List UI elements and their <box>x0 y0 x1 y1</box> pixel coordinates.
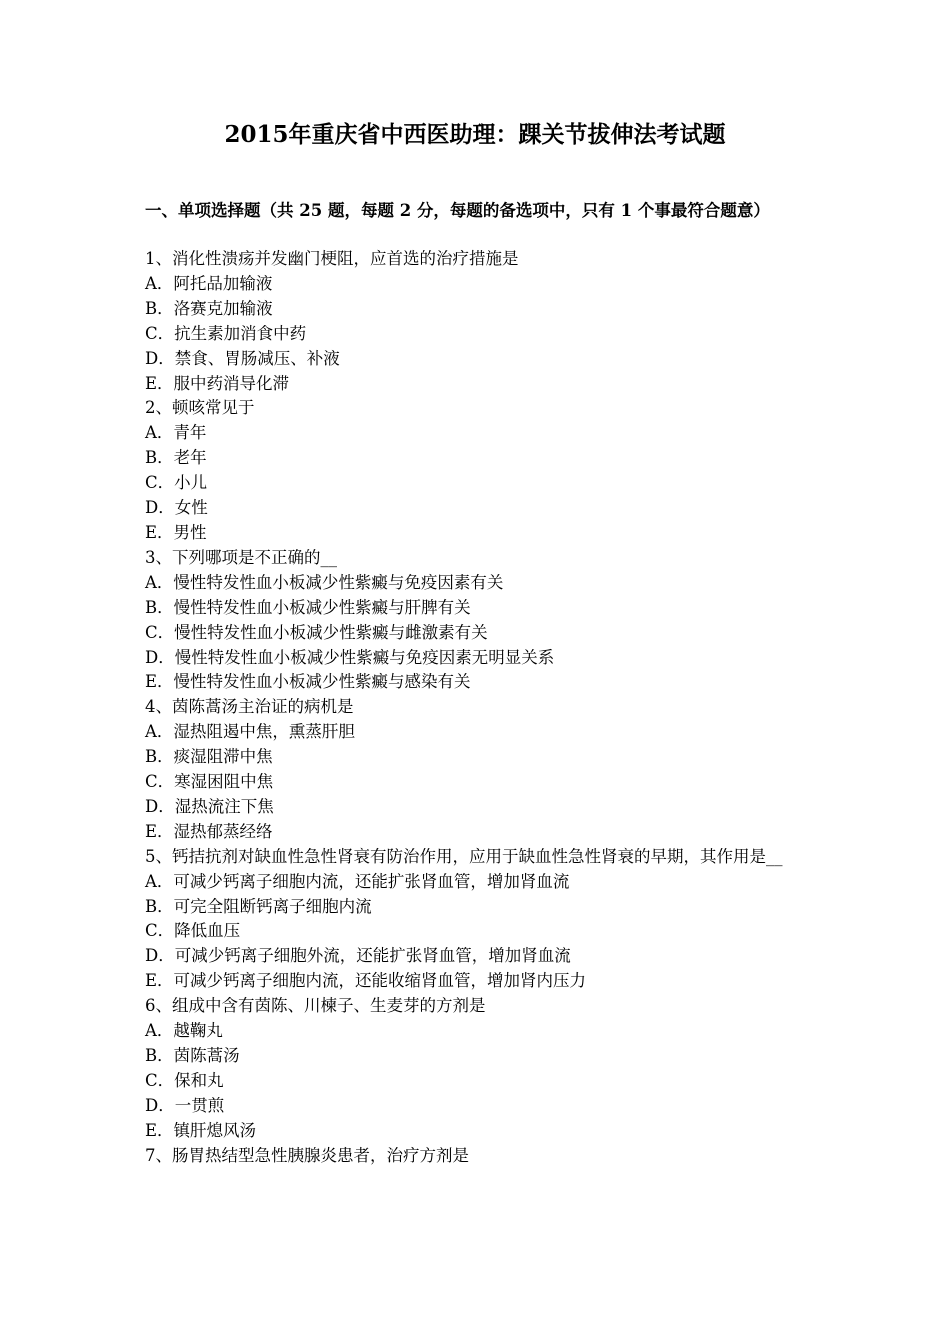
answer-option: E．镇肝熄风汤 <box>145 1120 257 1140</box>
answer-option: D．慢性特发性血小板减少性紫癜与免疫因素无明显关系 <box>145 647 555 667</box>
answer-option: A．阿托品加输液 <box>145 273 273 293</box>
answer-option: B．痰湿阻滞中焦 <box>145 747 273 767</box>
question-stem: 7、肠胃热结型急性胰腺炎患者，治疗方剂是 <box>145 1145 469 1165</box>
answer-option: E．服中药消导化滞 <box>145 373 290 393</box>
answer-option: D．一贯煎 <box>145 1095 225 1115</box>
question-item <box>145 1144 815 1169</box>
answer-option: C．慢性特发性血小板减少性紫癜与雌激素有关 <box>145 622 488 642</box>
answer-option: A．湿热阻遏中焦，熏蒸肝胆 <box>145 722 355 742</box>
answer-option: A．青年 <box>145 423 207 443</box>
question-stem: 6、组成中含有茵陈、川楝子、生麦芽的方剂是 <box>145 996 486 1016</box>
answer-option: A．越鞠丸 <box>145 1021 223 1041</box>
question-list <box>145 247 815 1169</box>
answer-option: E．可减少钙离子细胞内流，还能收缩肾血管，增加肾内压力 <box>145 971 587 991</box>
answer-option: C．寒湿困阻中焦 <box>145 772 274 792</box>
answer-option: A．可减少钙离子细胞内流，还能扩张肾血管，增加肾血流 <box>145 871 570 891</box>
question-stem: 5、钙拮抗剂对缺血性急性肾衰有防治作用，应用于缺血性急性肾衰的早期，其作用是__ <box>145 846 783 866</box>
answer-option: D．湿热流注下焦 <box>145 796 274 816</box>
answer-option: B．慢性特发性血小板减少性紫癜与肝脾有关 <box>145 597 471 617</box>
answer-option: C．小儿 <box>145 473 208 493</box>
document-title: 2015年重庆省中西医助理：踝关节拔伸法考试题 <box>224 121 726 148</box>
answer-option: B．老年 <box>145 448 207 468</box>
question-item <box>145 994 815 1143</box>
answer-option: D．禁食、胃肠减压、补液 <box>145 348 340 368</box>
question-stem: 3、下列哪项是不正确的__ <box>145 547 337 567</box>
question-stem: 1、消化性溃疡并发幽门梗阻，应首选的治疗措施是 <box>145 249 519 268</box>
answer-option: E．男性 <box>145 522 207 542</box>
question-item <box>145 247 815 396</box>
question-item <box>145 396 815 545</box>
answer-option: C．抗生素加消食中药 <box>145 323 307 343</box>
question-item <box>145 695 815 844</box>
answer-option: B．茵陈蒿汤 <box>145 1046 240 1065</box>
question-stem: 4、茵陈蒿汤主治证的病机是 <box>145 697 354 717</box>
answer-option: B．可完全阻断钙离子细胞内流 <box>145 896 372 916</box>
answer-option: C．降低血压 <box>145 921 241 941</box>
answer-option: D．可减少钙离子细胞外流，还能扩张肾血管，增加肾血流 <box>145 946 571 966</box>
answer-option: E．湿热郁蒸经络 <box>145 821 273 841</box>
question-item <box>145 546 815 695</box>
section-heading: 一、单项选择题（共 25 题，每题 2 分，每题的备选项中，只有 1 个事最符合题意） <box>145 201 770 220</box>
answer-option: A．慢性特发性血小板减少性紫癜与免疫因素有关 <box>145 572 504 592</box>
answer-option: B．洛赛克加输液 <box>145 298 273 318</box>
answer-option: E．慢性特发性血小板减少性紫癜与感染有关 <box>145 672 471 692</box>
question-item <box>145 845 815 994</box>
question-stem: 2、顿咳常见于 <box>145 398 255 418</box>
answer-option: C．保和丸 <box>145 1070 224 1090</box>
answer-option: D．女性 <box>145 498 208 518</box>
